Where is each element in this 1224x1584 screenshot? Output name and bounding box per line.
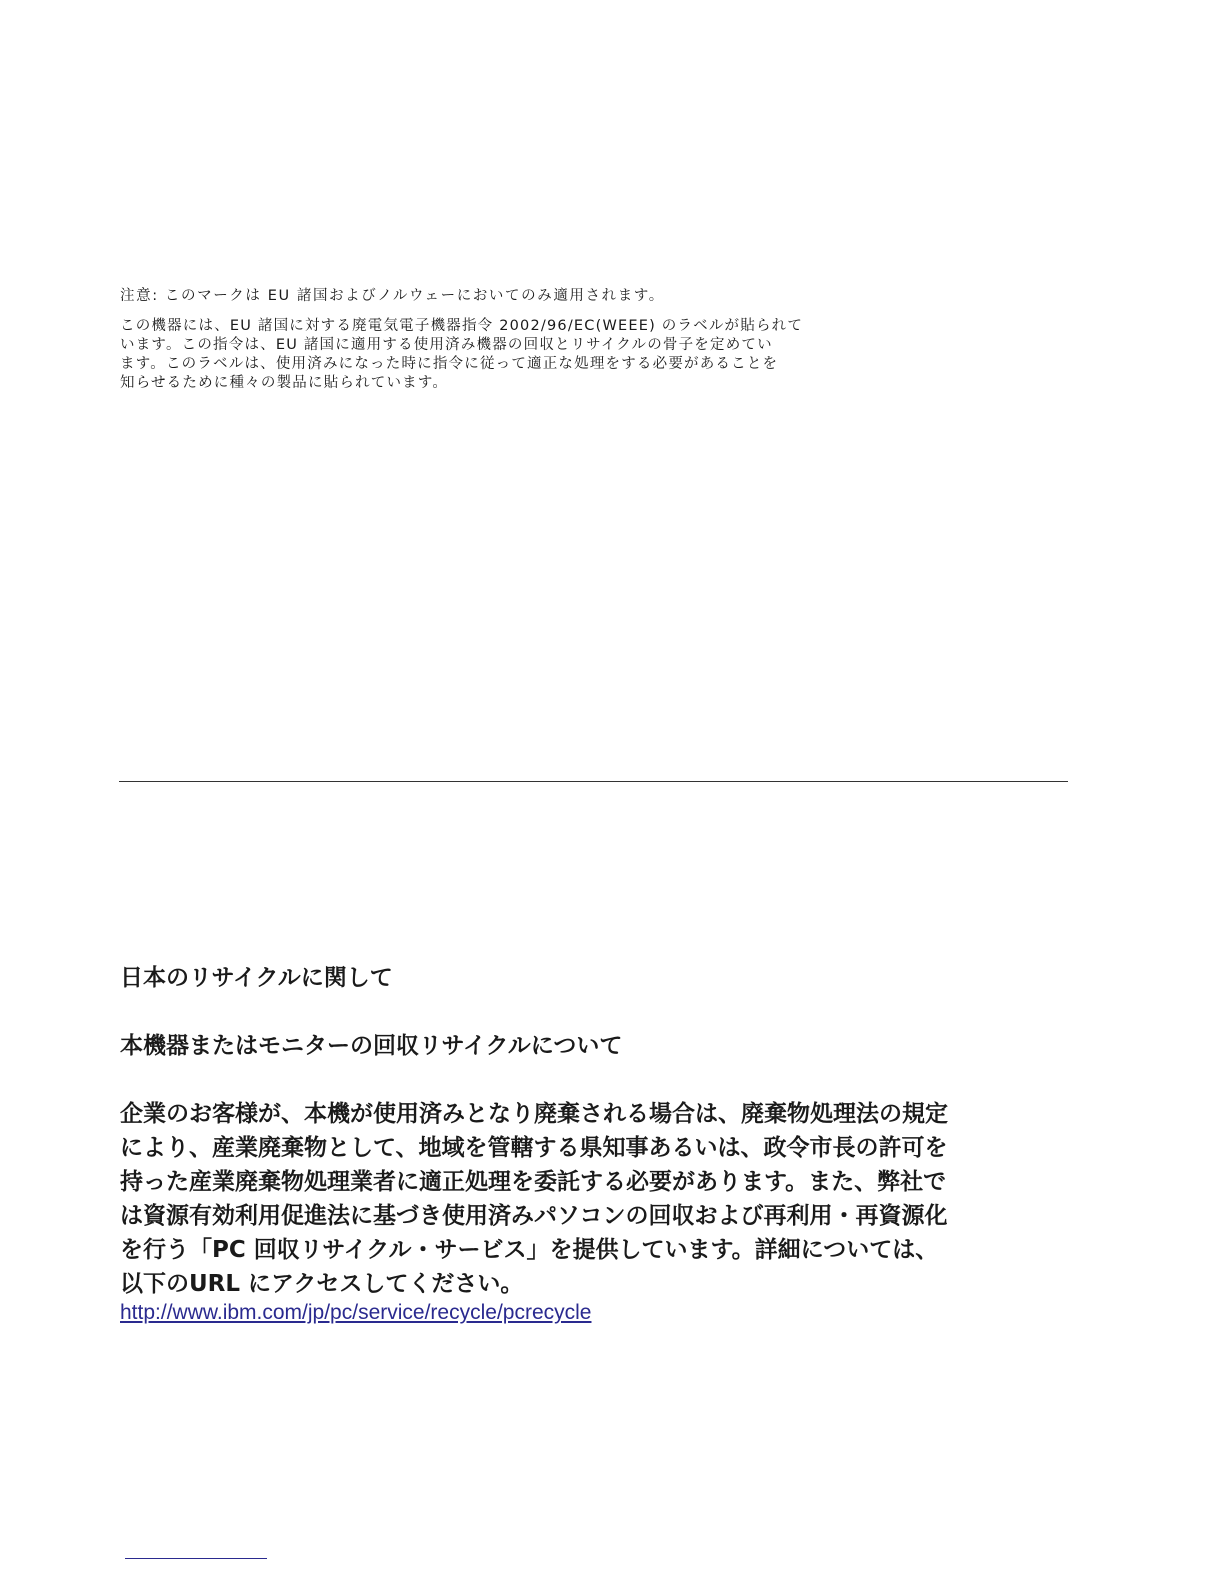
recycling-body-line: 持った産業廃棄物処理業者に適正処理を委託する必要があります。また、弊社で [120, 1169, 947, 1195]
recycling-body-line: 以下のURL にアクセスしてください。 [120, 1271, 524, 1297]
recycling-body-line: により、産業廃棄物として、地域を管轄する県知事あるいは、政令市長の許可を [120, 1135, 948, 1161]
recycling-body [120, 1097, 1000, 1301]
recycling-body-line: は資源有効利用促進法に基づき使用済みパソコンの回収および再利用・再資源化 [120, 1203, 948, 1229]
recycling-body-line: 企業のお客様が、本機が使用済みとなり廃棄される場合は、廃棄物処理法の規定 [120, 1101, 948, 1127]
section-subtitle: 本機器またはモニターの回収リサイクルについて [120, 1033, 623, 1059]
section-title: 日本のリサイクルに関して [120, 965, 393, 991]
section-divider [119, 781, 1068, 782]
eu-body-line: ます。このラベルは、使用済みになった時に指令に従って適正な処理をする必要があることを [120, 356, 779, 372]
recycling-body-line: を行う「PC 回収リサイクル・サービス」を提供しています。詳細については、 [120, 1237, 939, 1263]
eu-body-line: この機器には、EU 諸国に対する廃電気電子機器指令 2002/96/EC(WEEE) のラベルが貼られて [120, 318, 804, 334]
recycle-url-link[interactable]: http://www.ibm.com/jp/pc/service/recycle/pcrecycle [120, 1301, 592, 1324]
eu-body-line: います。この指令は、EU 諸国に適用する使用済み機器の回収とリサイクルの骨子を定めてい [120, 337, 773, 353]
eu-body-line: 知らせるために種々の製品に貼られています。 [120, 375, 449, 391]
eu-notice-body [120, 317, 890, 393]
footnote-divider [125, 1558, 267, 1559]
eu-notice-label: 注意: このマークは EU 諸国およびノルウェーにおいてのみ適用されます。 [120, 288, 665, 304]
